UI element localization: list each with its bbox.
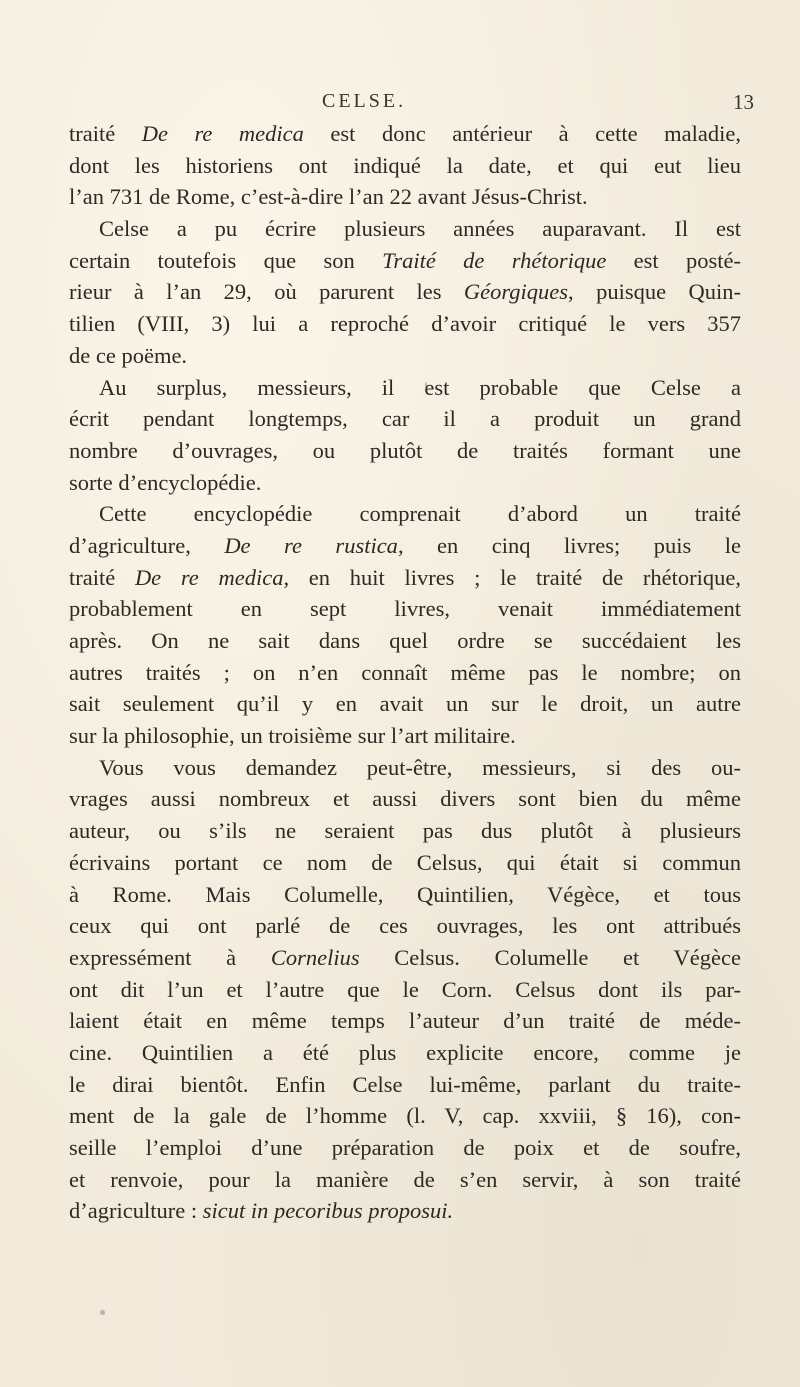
italic-text: De re rustica [224,532,398,558]
italic-text: Géorgiques [463,279,569,305]
text-segment: après. On ne sait dans quel ordre se succédaient les [69,628,741,653]
text-line [69,720,741,752]
text-segment: écrit pendant longtemps, car il a produit un grand [69,406,741,432]
text-line [69,879,741,911]
text-line [69,245,741,277]
text-line [69,910,741,942]
italic-text: sicut in pecoribus proposui. [202,1198,454,1224]
text-segment: le dirai bientôt. Enfin Celse lui-même, parlant du traite- [69,1071,741,1097]
running-title: CELSE. [322,90,407,112]
text-segment: traité [69,121,142,146]
text-line [69,276,741,308]
italic-text: Cornelius [270,944,360,970]
text-line [69,1037,741,1069]
italic-text: Traité de rhétorique [382,247,607,273]
text-segment: cine. Quintilien a été plus explicite encore, comme je [69,1039,741,1065]
text-line [69,783,741,815]
text-segment: , en huit livres ; le traité de rhétorique, [283,564,741,590]
text-segment: ceux qui ont parlé de ces ouvrages, les ont attribués [69,913,741,939]
text-line [69,815,741,847]
text-segment: d’agriculture, [69,532,225,558]
text-segment: rieur à l’an 29, où parurent les [69,279,464,305]
text-segment: à Rome. Mais Columelle, Quintilien, Végèce, et tous [69,881,741,907]
text-segment: sorte d’encyclopédie. [69,469,262,495]
text-segment: vrages aussi nombreux et aussi divers sont bien du même [69,786,741,812]
text-segment: probablement en sept livres, venait immédiatement [69,596,741,622]
text-line [69,1164,741,1196]
text-line [69,562,741,594]
text-segment: laient était en même temps l’auteur d’un traité de méde- [69,1008,741,1034]
text-line [69,118,741,150]
text-segment: sait seulement qu’il y en avait un sur le droit, un autre [69,691,741,717]
text-segment: , puisque Quin- [568,279,741,305]
text-segment: écrivains portant ce nom de Celsus, qui était si commun [69,849,741,875]
text-line [69,498,741,530]
text-line [69,1100,741,1132]
text-segment: nombre d’ouvrages, ou plutôt de traités formant une [69,437,741,463]
text-line [69,593,741,625]
paper-speck [425,382,427,388]
text-line [69,150,741,182]
text-line [69,530,741,562]
text-line [69,340,741,372]
italic-text: De re medica [134,564,284,590]
text-line [69,1005,741,1037]
text-segment: autres traités ; on n’en connaît même pas le nombre; on [69,659,741,685]
text-segment: est donc antérieur à cette maladie, [303,121,741,146]
text-segment: sur la philosophie, un troisième sur l’art militaire. [69,723,516,749]
text-segment: dont les historiens ont indiqué la date, et qui eut lieu [69,152,741,178]
text-line [69,625,741,657]
text-segment: Celse a pu écrire plusieurs années auparavant. Il est [99,216,741,242]
text-segment: Cette encyclopédie comprenait d’abord un traité [99,501,741,527]
text-segment: ment de la gale de l’homme (l. V, cap. xxviii, § 16), con- [69,1103,741,1129]
text-line [69,974,741,1006]
text-line [69,1132,741,1164]
text-line [69,213,741,245]
text-line [69,942,741,974]
text-line [69,1069,741,1101]
text-line [69,181,741,213]
text-segment: est posté- [606,247,742,273]
text-segment: et renvoie, pour la manière de s’en servir, à son traité [69,1166,741,1192]
text-segment: expressément à [69,944,271,970]
text-segment: certain toutefois que son [69,247,383,273]
text-segment: ont dit l’un et l’autre que le Corn. Celsus dont ils par- [69,976,741,1002]
text-segment: seille l’emploi d’une préparation de poix et de soufre, [69,1135,741,1160]
text-line [69,435,741,467]
text-segment: auteur, ou s’ils ne seraient pas dus plutôt à plusieurs [69,818,741,844]
paper-speck [100,1310,105,1315]
body-text [69,118,741,1227]
text-segment: , en cinq livres; puis le [397,532,741,558]
text-segment: tilien (VIII, 3) lui a reproché d’avoir critiqué le vers 357 [69,311,741,337]
text-line [69,308,741,340]
text-line [69,688,741,720]
running-head [0,90,800,120]
text-segment: Vous vous demandez peut-être, messieurs, si des ou- [99,754,741,780]
italic-text: De re medica [141,121,304,146]
text-segment: Celsus. Columelle et Végèce [359,944,741,970]
text-line [69,403,741,435]
text-segment: Au surplus, messieurs, il est probable que Celse a [99,374,741,400]
text-segment: d’agriculture : [69,1198,203,1224]
text-line [69,752,741,784]
text-line [69,467,741,499]
text-line [69,1195,741,1227]
text-segment: traité [69,564,135,590]
text-line [69,372,741,404]
text-line [69,847,741,879]
page-number: 13 [733,90,754,114]
text-segment: l’an 731 de Rome, c’est-à-dire l’an 22 avant Jésus-Christ. [69,184,588,210]
text-segment: de ce poëme. [69,342,188,368]
text-line [69,657,741,689]
